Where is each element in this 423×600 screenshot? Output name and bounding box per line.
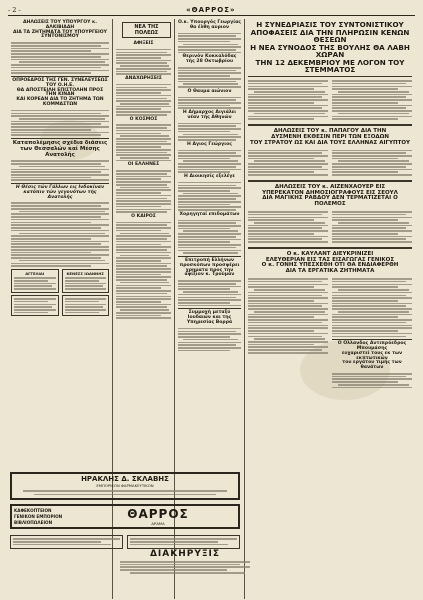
classified-box: ΑΓΓΕΛΙΑΙ (11, 269, 59, 293)
column-4 (245, 19, 415, 599)
headline: Η Αγιος Γεώργιος (187, 141, 232, 147)
running-head (8, 4, 415, 16)
notice-title: ΔΙΑΚΗΡΥΞΙΣ (149, 549, 221, 559)
headline: ΟΠΡΟΕΔΡΟΣ ΤΗΣ ΓΕΝ. ΣΥΝΕΛΕΥΣΕΩΣ ΤΟΥ Ο.Η.Ε. ΘΑ ΑΠΟΣΤΕΙΛΗ ΕΠΙΣΤΟΛΗΝ ΠΡΟΣ ΤΗΝ ΚΙΝΑΝ ΚΑΙ ΚΟΡΕΑΝ ΔΙΑ ΤΟ ΖΗΤΗΜΑ ΤΩΝ ΚΟΜΜΑΣΤΩΝ (12, 77, 108, 107)
ad-print-shop: ΚΑΦΕΚΟΠΤΕΙΟΝ ΓΕΝΙΚΟΝ ΕΜΠΟΡΙΟΝ ΒΙΒΛΙΟΠΩΛΕΙΟΝ ΘΑΡΡΟΣ ΔΡΑΜΑ (10, 504, 240, 529)
article-body (11, 110, 109, 136)
section-heading: ΑΝΑΧΩΡΗΣΕΙΣ (125, 76, 162, 82)
headline: Χορηγηταί επιδομάτων (179, 211, 240, 217)
page-number: - 2 - (8, 5, 21, 14)
section-tab: ΝΕΑ ΤΗΣ ΠΟΛΕΩΣ (122, 22, 171, 38)
headline: ΔΗΛΩΣΕΙΣ ΤΟΥ κ. ΠΑΠΑΓΟΥ ΔΙΑ ΤΗΝ ΔΥΣΜΕΝΗ ΕΚΘΕΣΙΝ ΠΕΡΙ ΤΩΝ ΕΞΟΔΩΝ ΤΟΥ ΣΤΡΑΤΟΥ ΩΣ ΚΑΙ ΔΙΑ ΤΟΥΣ ΕΛΛΗΝΑΣ ΑΙΓΥΠΤΟΥ (249, 128, 411, 146)
headline: Ο κ. ΚΑΥΛΑΝΤ ΔΙΕΥΚΡΙΝΙΖΕΙ ΕΛΕΥΘΕΡΙΑΝ ΕΙΣ ΤΑΣ ΕΙΣΑΓΩΓΑΣ ΓΕΝΙΚΟΣ Ο κ. ΓΟΝΗΣ ΥΠΕΣΧΕΘΗ ΟΤΙ ΘΑ ΕΝΔΙΑΦΕΡΘΗ ΔΙΑ ΤΑ ΕΡΓΑΤΙΚΑ ΖΗΤΗΜΑΤΑ (261, 250, 399, 275)
headline: Η Δήμαρχος Αιγιάλει νέαν τής Αθηνών (182, 110, 237, 120)
lead-headline: Η ΣΥΝΕΔΡΙΑΣΙΣ ΤΟΥ ΣΥΝΤΟΝΙΣΤΙΚΟΥ ΑΠΟΦΑΣΕΙΣ ΔΙΑ ΤΗΝ ΠΛΗΡΩΣΙΝ ΚΕΝΩΝ ΘΕΣΕΩΝ Η ΝΕΑ ΣΥΝΟΔΟΣ ΤΗΣ ΒΟΥΛΗΣ ΘΑ ΛΑΒΗ ΧΩΡΑΝ ΤΗΝ 12 ΔΕΚΕΜΒΡΙΟΥ ΜΕ ΛΟΓΟΝ ΤΟΥ ΣΤΕΜΜΑΤΟΣ (250, 20, 410, 75)
section-heading: ΑΦΙΞΕΙΣ (133, 41, 154, 46)
headline: Η Θέσις τών Γάλλων εις Ινδοκίναν κατόπιν τών γεγονότων τής Ανατολής (15, 185, 105, 200)
bottom-advertisements (10, 470, 240, 551)
classified-box (62, 295, 110, 317)
section-heading: ΟΙ ΕΛΛΗΝΕΣ (127, 162, 160, 168)
classified-box: ΚΕΝΕΣΣ ΙΩΑΝΝΗΣ (62, 269, 110, 293)
section-heading: Ο ΚΟΣΜΟΣ (129, 116, 158, 122)
headline: Ο Θαυμα αιώνιον (187, 88, 232, 94)
headline: Καταπολέμησις σχέδια διάσεις των Θεσσαλών καί Μέσης Ανατολής (12, 140, 108, 158)
classified-box (11, 295, 59, 317)
notice-box (120, 545, 250, 575)
headline: ΔΗΛΩΣΕΙΣ ΤΟΥ κ. ΑΙΖΕΝΧΑΟΥΕΡ ΕΙΣ ΥΠΕΡΕΚΑΤΟΝ ΔΗΜΟΣΙΟΓΡΑΦΟΥΣ ΕΙΣ ΣΕΟΥΛ ΔΙΑ ΜΑΓΙΚΗΣ ΡΑΒΔΟΥ ΔΕΝ ΤΕΡΜΑΤΙΖΕΤΑΙ Ο ΠΟΛΕΜΟΣ (262, 183, 398, 208)
headline: Η Διοικησίς εξελέγε (184, 173, 235, 179)
article-body (11, 160, 109, 181)
headline: Ο.κ. Υπουργός Γεωργίας θα έλθη αυριον (178, 20, 241, 30)
headline: Συμμοχή μεταξύ Ιουδαιών και της Υπηρεσίας Βορρά (186, 310, 233, 326)
article-body (11, 202, 109, 266)
headline: Επιτροπή Ελλήνων προσκόπων προσφέρει χρηματα προς την αφίξιον κ. Τρούμαν (179, 257, 240, 278)
ad-pharmacy: ΗΡΑΚΛΗΣ Δ. ΣΚΛΑΒΗΣ ΕΜΠΟΡΙΚΟΝ ΦΑΡΜΑΚΕΥΤΙΚΟΝ (10, 472, 240, 500)
headline: Ο Ολλανδος Αντιπρόεδρος Μπουμάσης ευχαριστεί τους εκ των εκπτωτικών του εργάτου τιμής των θανάτων (337, 341, 407, 371)
headline: ΔΗΛΩΣΕΙΣ ΤΟΥ ΥΠΟΥΡΓΟΥ κ. ΑΛΚΙΒΙΑΔΗ ΔΙΑ ΤΑ ΖΗΤΗΜΑΤΑ ΤΟΥ ΥΠΟΥΡΓΕΙΟΥ ΣΥΝΤΟΝΙΣΜΟΥ (12, 20, 107, 40)
section-heading: Ο ΚΑΙΡΟΣ (131, 213, 156, 219)
article-body (11, 42, 109, 74)
headline: Θερινόν Κοκκαλόδας τής 28 Οκτωβρίου (182, 54, 237, 65)
newspaper-title: «ΘΑΡΡΟΣ» (186, 5, 236, 14)
